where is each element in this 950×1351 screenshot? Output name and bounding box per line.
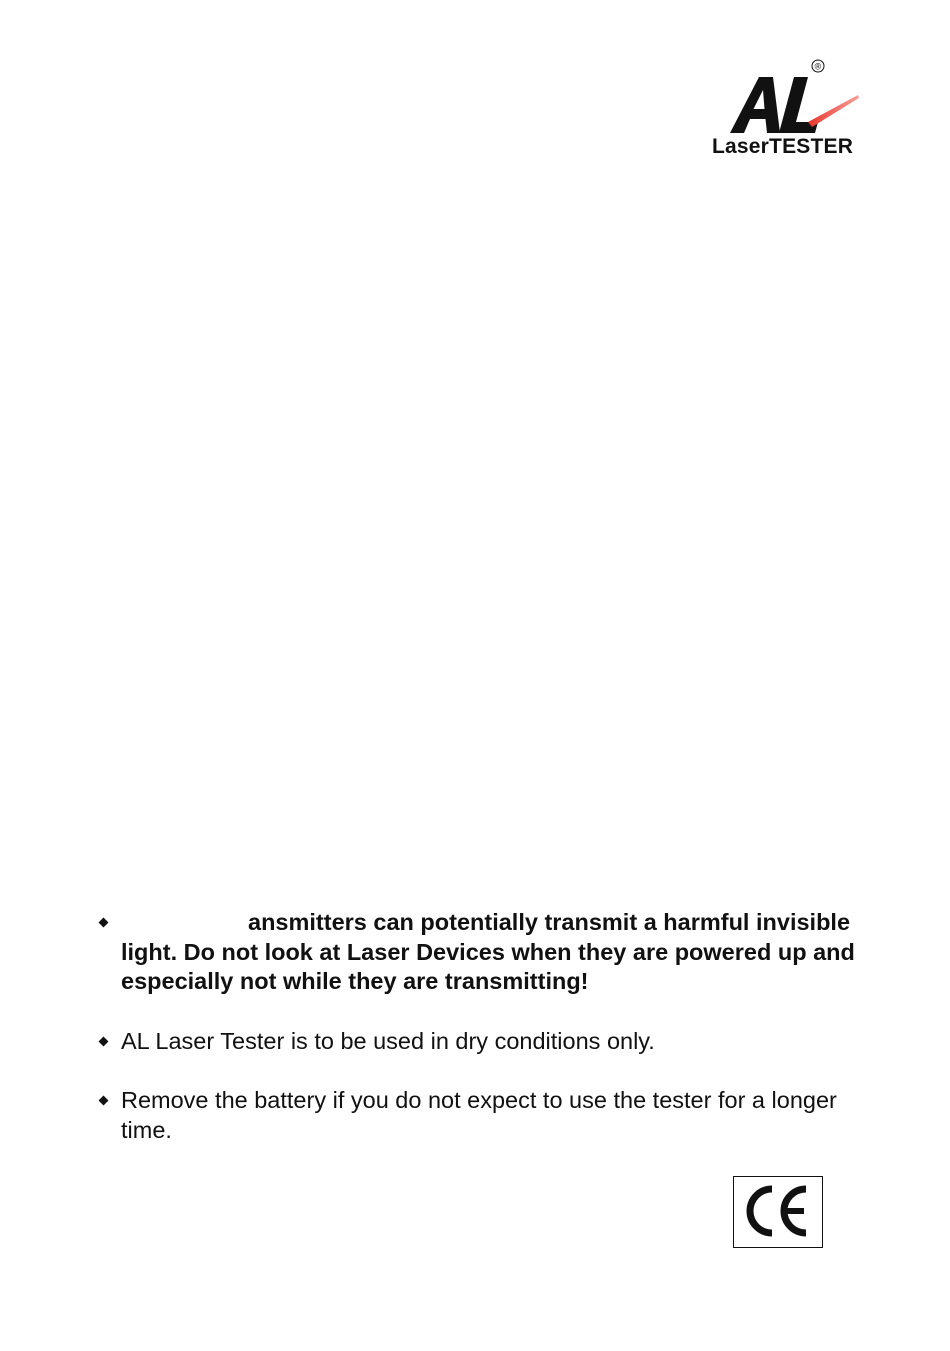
safety-notes-list — [98, 908, 878, 1175]
ce-mark-icon — [733, 1176, 823, 1248]
ce-symbol — [734, 1177, 821, 1246]
list-item — [98, 1086, 878, 1145]
list-item — [98, 908, 878, 997]
brand-logo — [700, 55, 880, 170]
dry-conditions-text: AL Laser Tester is to be used in dry conditions only. — [121, 1027, 655, 1054]
letter-a-shape — [730, 77, 780, 133]
diamond-bullet-icon — [99, 918, 109, 928]
list-item — [98, 1027, 878, 1057]
diamond-bullet-icon — [99, 1096, 109, 1106]
diamond-bullet-icon — [99, 1036, 109, 1046]
product-name: LaserTESTER — [712, 135, 854, 158]
registered-mark: ® — [814, 61, 822, 72]
al-logo-mark — [700, 55, 880, 140]
battery-removal-text: Remove the battery if you do not expect to use the tester for a longer time. — [121, 1087, 837, 1143]
laser-beam-shape — [808, 95, 859, 127]
laser-warning-text: ansmitters can potentially transmit a harmful invisible light. Do not look at Laser Devices when they are powered up and especially not while they are transmitting! — [121, 909, 855, 994]
